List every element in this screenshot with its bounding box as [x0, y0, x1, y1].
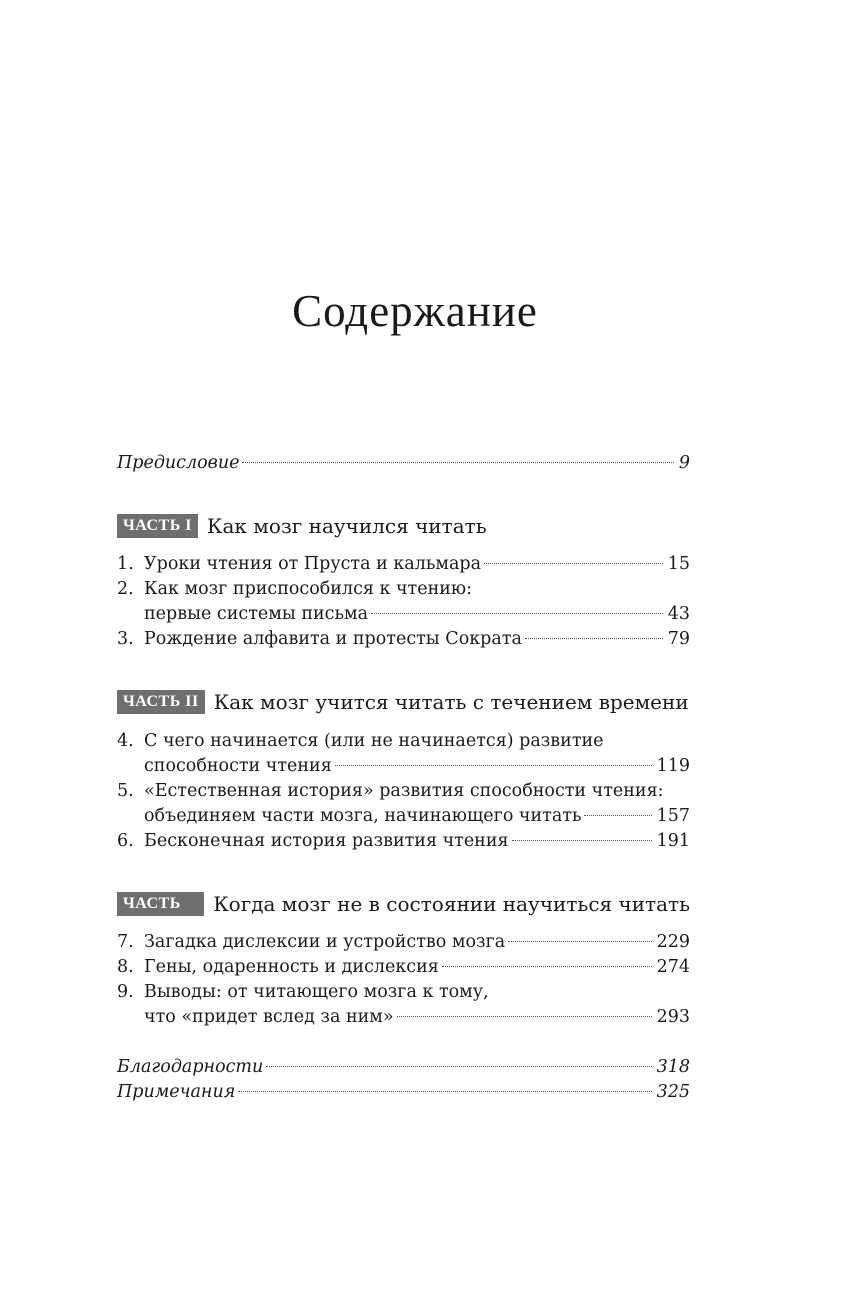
- chapter-number: 3.: [117, 629, 134, 649]
- entry-title: Уроки чтения от Пруста и кальмара: [144, 554, 482, 574]
- toc-entry-chapter[interactable]: [117, 627, 690, 652]
- part-badge: ЧАСТЬ III: [117, 892, 204, 916]
- page-number: 293: [656, 1007, 690, 1027]
- entry-title: Гены, одаренность и дислексия: [144, 957, 439, 977]
- dot-leader: [397, 1016, 652, 1017]
- dot-leader: [242, 462, 673, 463]
- chapter-number: 1.: [117, 554, 134, 574]
- toc-entry-chapter[interactable]: [117, 955, 690, 980]
- dot-leader: [525, 638, 663, 639]
- part-heading: [117, 513, 487, 539]
- chapter-number: 5.: [117, 781, 134, 801]
- page-number: 119: [656, 756, 690, 776]
- part-badge: ЧАСТЬ I: [117, 514, 198, 538]
- page-number: 9: [678, 453, 690, 473]
- page-number: 15: [667, 554, 690, 574]
- dot-leader: [442, 966, 652, 967]
- toc-entry-preface[interactable]: [117, 451, 690, 476]
- toc-entry-continuation[interactable]: [117, 1005, 690, 1030]
- toc-entry-chapter[interactable]: [117, 930, 690, 955]
- dot-leader: [484, 563, 663, 564]
- entry-title: Загадка дислексии и устройство мозга: [144, 932, 506, 952]
- toc-entry-chapter[interactable]: [117, 729, 690, 754]
- toc-entry-continuation[interactable]: [117, 804, 690, 829]
- toc-entry-chapter[interactable]: [117, 980, 690, 1005]
- page-number: 229: [656, 932, 690, 952]
- toc-entry-notes[interactable]: [117, 1080, 690, 1105]
- chapter-number: 6.: [117, 831, 134, 851]
- toc-entry-chapter[interactable]: [117, 552, 690, 577]
- entry-title: Бесконечная история развития чтения: [144, 831, 509, 851]
- page-number: 318: [656, 1057, 690, 1077]
- dot-leader: [266, 1066, 651, 1067]
- chapter-number: 8.: [117, 957, 134, 977]
- part-heading: [117, 891, 690, 936]
- entry-title: Выводы: от читающего мозга к тому,: [144, 982, 489, 1002]
- chapter-number: 7.: [117, 932, 134, 952]
- toc-entry-chapter[interactable]: [117, 577, 690, 602]
- part-title: Как мозг научился читать: [207, 514, 487, 538]
- dot-leader: [371, 613, 663, 614]
- toc-entry-continuation[interactable]: [117, 754, 690, 779]
- page-number: 325: [656, 1082, 690, 1102]
- part-heading: [117, 689, 689, 715]
- toc-entry-chapter[interactable]: [117, 779, 690, 804]
- dot-leader: [238, 1091, 651, 1092]
- page-number: 79: [667, 629, 690, 649]
- entry-title: Рождение алфавита и протесты Сократа: [144, 629, 522, 649]
- chapter-number: 2.: [117, 579, 134, 599]
- page-number: 157: [656, 806, 690, 826]
- dot-leader: [335, 765, 652, 766]
- dot-leader: [508, 941, 651, 942]
- chapter-number: 9.: [117, 982, 134, 1002]
- part-title: Как мозг учится читать с течением времени: [213, 690, 689, 714]
- dot-leader: [512, 840, 652, 841]
- entry-title: Благодарности: [117, 1057, 264, 1077]
- page-number: 191: [656, 831, 690, 851]
- entry-title: Как мозг приспособился к чтению:: [144, 579, 473, 599]
- dot-leader: [584, 815, 651, 816]
- page-number: 43: [667, 604, 690, 624]
- part-badge: ЧАСТЬ II: [117, 690, 205, 714]
- toc-entry-chapter[interactable]: [117, 829, 690, 854]
- entry-title: «Естественная история» развития способности чтения:: [144, 781, 664, 801]
- entry-title: первые системы письма: [144, 604, 369, 624]
- page-title: Содержание: [292, 286, 538, 336]
- part-title: Когда мозг не в состоянии научиться читать: [213, 892, 690, 916]
- entry-title: С чего начинается (или не начинается) развитие: [144, 731, 604, 751]
- entry-title: Примечания: [117, 1082, 236, 1102]
- chapter-number: 4.: [117, 731, 134, 751]
- entry-title: способности чтения: [144, 756, 332, 776]
- toc-entry-continuation[interactable]: [117, 602, 690, 627]
- entry-title: объединяем части мозга, начинающего читать: [144, 806, 582, 826]
- toc-entry-acknowledgements[interactable]: [117, 1055, 690, 1080]
- page-number: 274: [656, 957, 690, 977]
- entry-title: что «придет вслед за ним»: [144, 1007, 394, 1027]
- entry-title: Предисловие: [117, 453, 240, 473]
